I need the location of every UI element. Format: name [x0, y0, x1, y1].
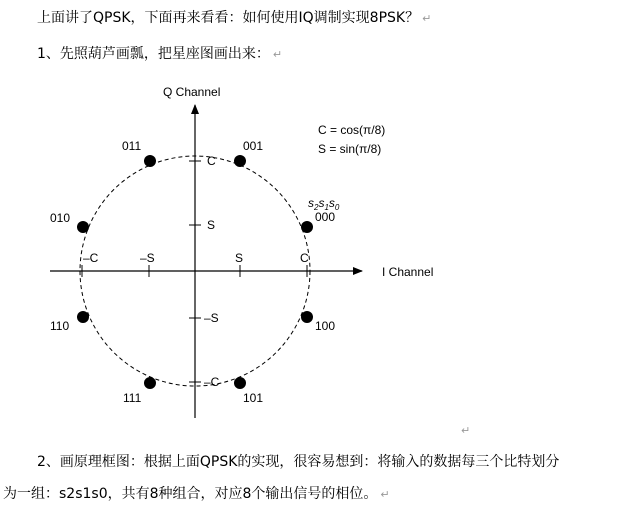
constellation-point-000 — [301, 221, 313, 233]
constellation-point-110 — [77, 311, 89, 323]
q-axis-label: Q Channel — [163, 85, 221, 99]
point-label-100: 100 — [315, 319, 336, 333]
point-label-000: 000 — [315, 210, 336, 224]
return-mark-icon: ↵ — [380, 488, 390, 501]
step2-continuation-text: 为一组：s2s1s0，共有8种组合，对应8个输出信号的相位。 — [3, 486, 378, 502]
tick-label-q-neg-s: –S — [204, 311, 219, 325]
constellation-point-001 — [234, 155, 246, 167]
bit-order-text: s2s1s0 — [0, 0, 4, 1]
tick-label-q-c: C — [207, 154, 216, 168]
tick-label-neg-c: –C — [83, 251, 99, 265]
tick-label-c: C — [300, 251, 309, 265]
intro-text: 上面讲了QPSK，下面再来看看：如何使用IQ调制实现8PSK？ — [37, 10, 420, 26]
cos-definition: C = cos(π/8) — [318, 123, 386, 137]
tick-label-q-neg-c: –C — [204, 375, 220, 389]
tick-label-s: S — [235, 251, 244, 265]
point-label-010: 010 — [50, 211, 71, 225]
bit-order-label: $s_2s_1s_0$ — [308, 196, 340, 212]
step2-continuation — [3, 485, 390, 504]
return-mark-icon: ↵ — [272, 48, 283, 61]
constellation-point-011 — [144, 155, 156, 167]
sin-definition: S = sin(π/8) — [318, 142, 382, 156]
point-label-001: 001 — [243, 139, 264, 153]
tick-label-q-s: S — [207, 218, 216, 232]
point-label-111: 111 — [123, 391, 142, 405]
step1-text: 1、先照葫芦画瓢，把星座图画出来： — [37, 46, 270, 62]
point-label-101: 101 — [243, 391, 264, 405]
return-mark-icon: ↵ — [422, 12, 432, 25]
constellation-point-010 — [77, 221, 89, 233]
step2-text: 2、画原理框图：根据上面QPSK的实现，很容易想到：将输入的数据每三个比特划分 — [37, 454, 560, 470]
tick-label-neg-s: –S — [140, 251, 155, 265]
step2-paragraph — [37, 453, 559, 471]
constellation-point-101 — [234, 377, 246, 389]
constellation-point-111 — [144, 377, 156, 389]
constellation-point-100 — [301, 311, 313, 323]
point-label-110: 110 — [50, 319, 70, 333]
return-mark-icon: ↵ — [461, 425, 471, 437]
point-label-011: 011 — [122, 139, 142, 153]
i-axis-label: I Channel — [382, 265, 434, 279]
